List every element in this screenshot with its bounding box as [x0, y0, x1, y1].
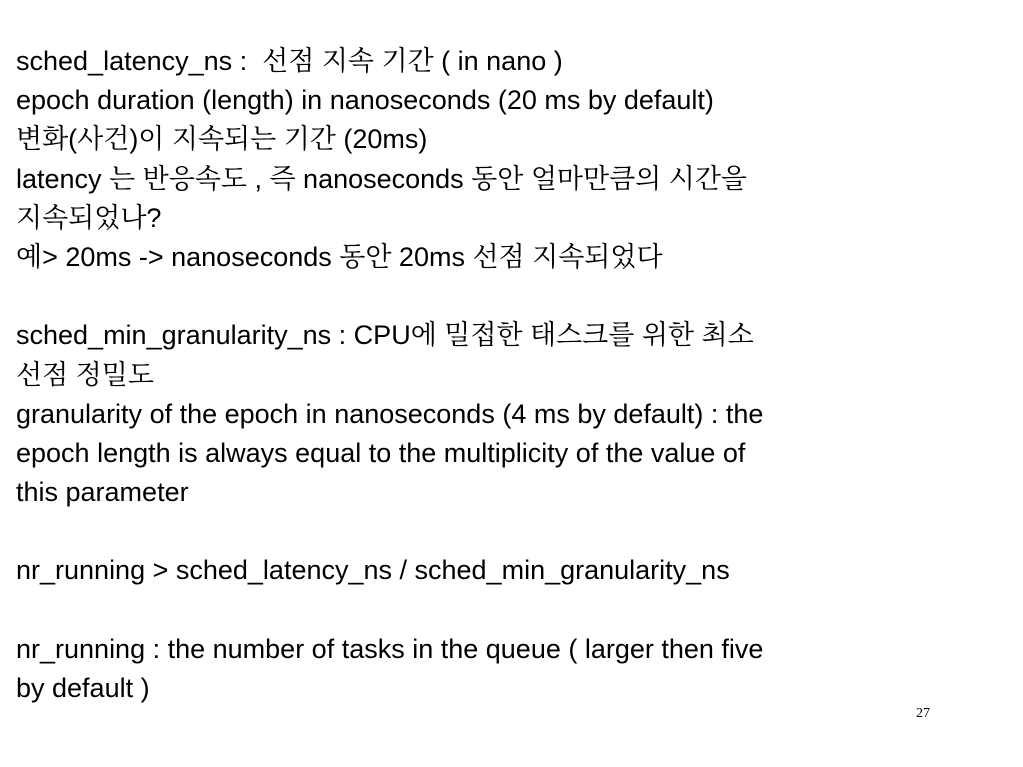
granularity-epoch-end-line: this parameter — [16, 477, 189, 508]
page-number: 27 — [916, 706, 930, 721]
latency-example-line: 예> 20ms -> nanoseconds 동안 20ms 선점 지속되었다 — [16, 241, 663, 272]
nr-running-definition-line: nr_running : the number of tasks in the queue ( larger then five — [16, 633, 764, 664]
latency-explanation-line: latency 는 반응속도 , 즉 nanoseconds 동안 얼마만큼의 시간을 — [16, 163, 748, 194]
spacer — [16, 591, 1006, 630]
granularity-epoch-cont-line: epoch length is always equal to the multiplicity of the value of — [16, 437, 746, 468]
granularity-definition-cont-line: 선점 정밀도 — [16, 359, 154, 390]
granularity-definition-line: sched_min_granularity_ns : CPU에 밀접한 태스크를 위한 최소 — [16, 320, 754, 351]
latency-explanation-cont-line: 지속되었나? — [16, 202, 162, 233]
change-duration-line: 변화(사건)이 지속되는 기간 (20ms) — [16, 124, 428, 155]
slide-body — [16, 42, 1006, 708]
latency-definition-line: sched_latency_ns : 선점 지속 기간 ( in nano ) — [16, 46, 563, 76]
spacer — [16, 512, 1006, 551]
epoch-duration-line: epoch duration (length) in nanoseconds (20 ms by default) — [16, 85, 714, 116]
granularity-epoch-line: granularity of the epoch in nanoseconds (4 ms by default) : the — [16, 398, 764, 429]
spacer — [16, 277, 1006, 316]
nr-running-definition-cont-line: by default ) — [16, 673, 150, 703]
nr-running-formula-line: nr_running > sched_latency_ns / sched_min_granularity_ns — [16, 555, 730, 586]
